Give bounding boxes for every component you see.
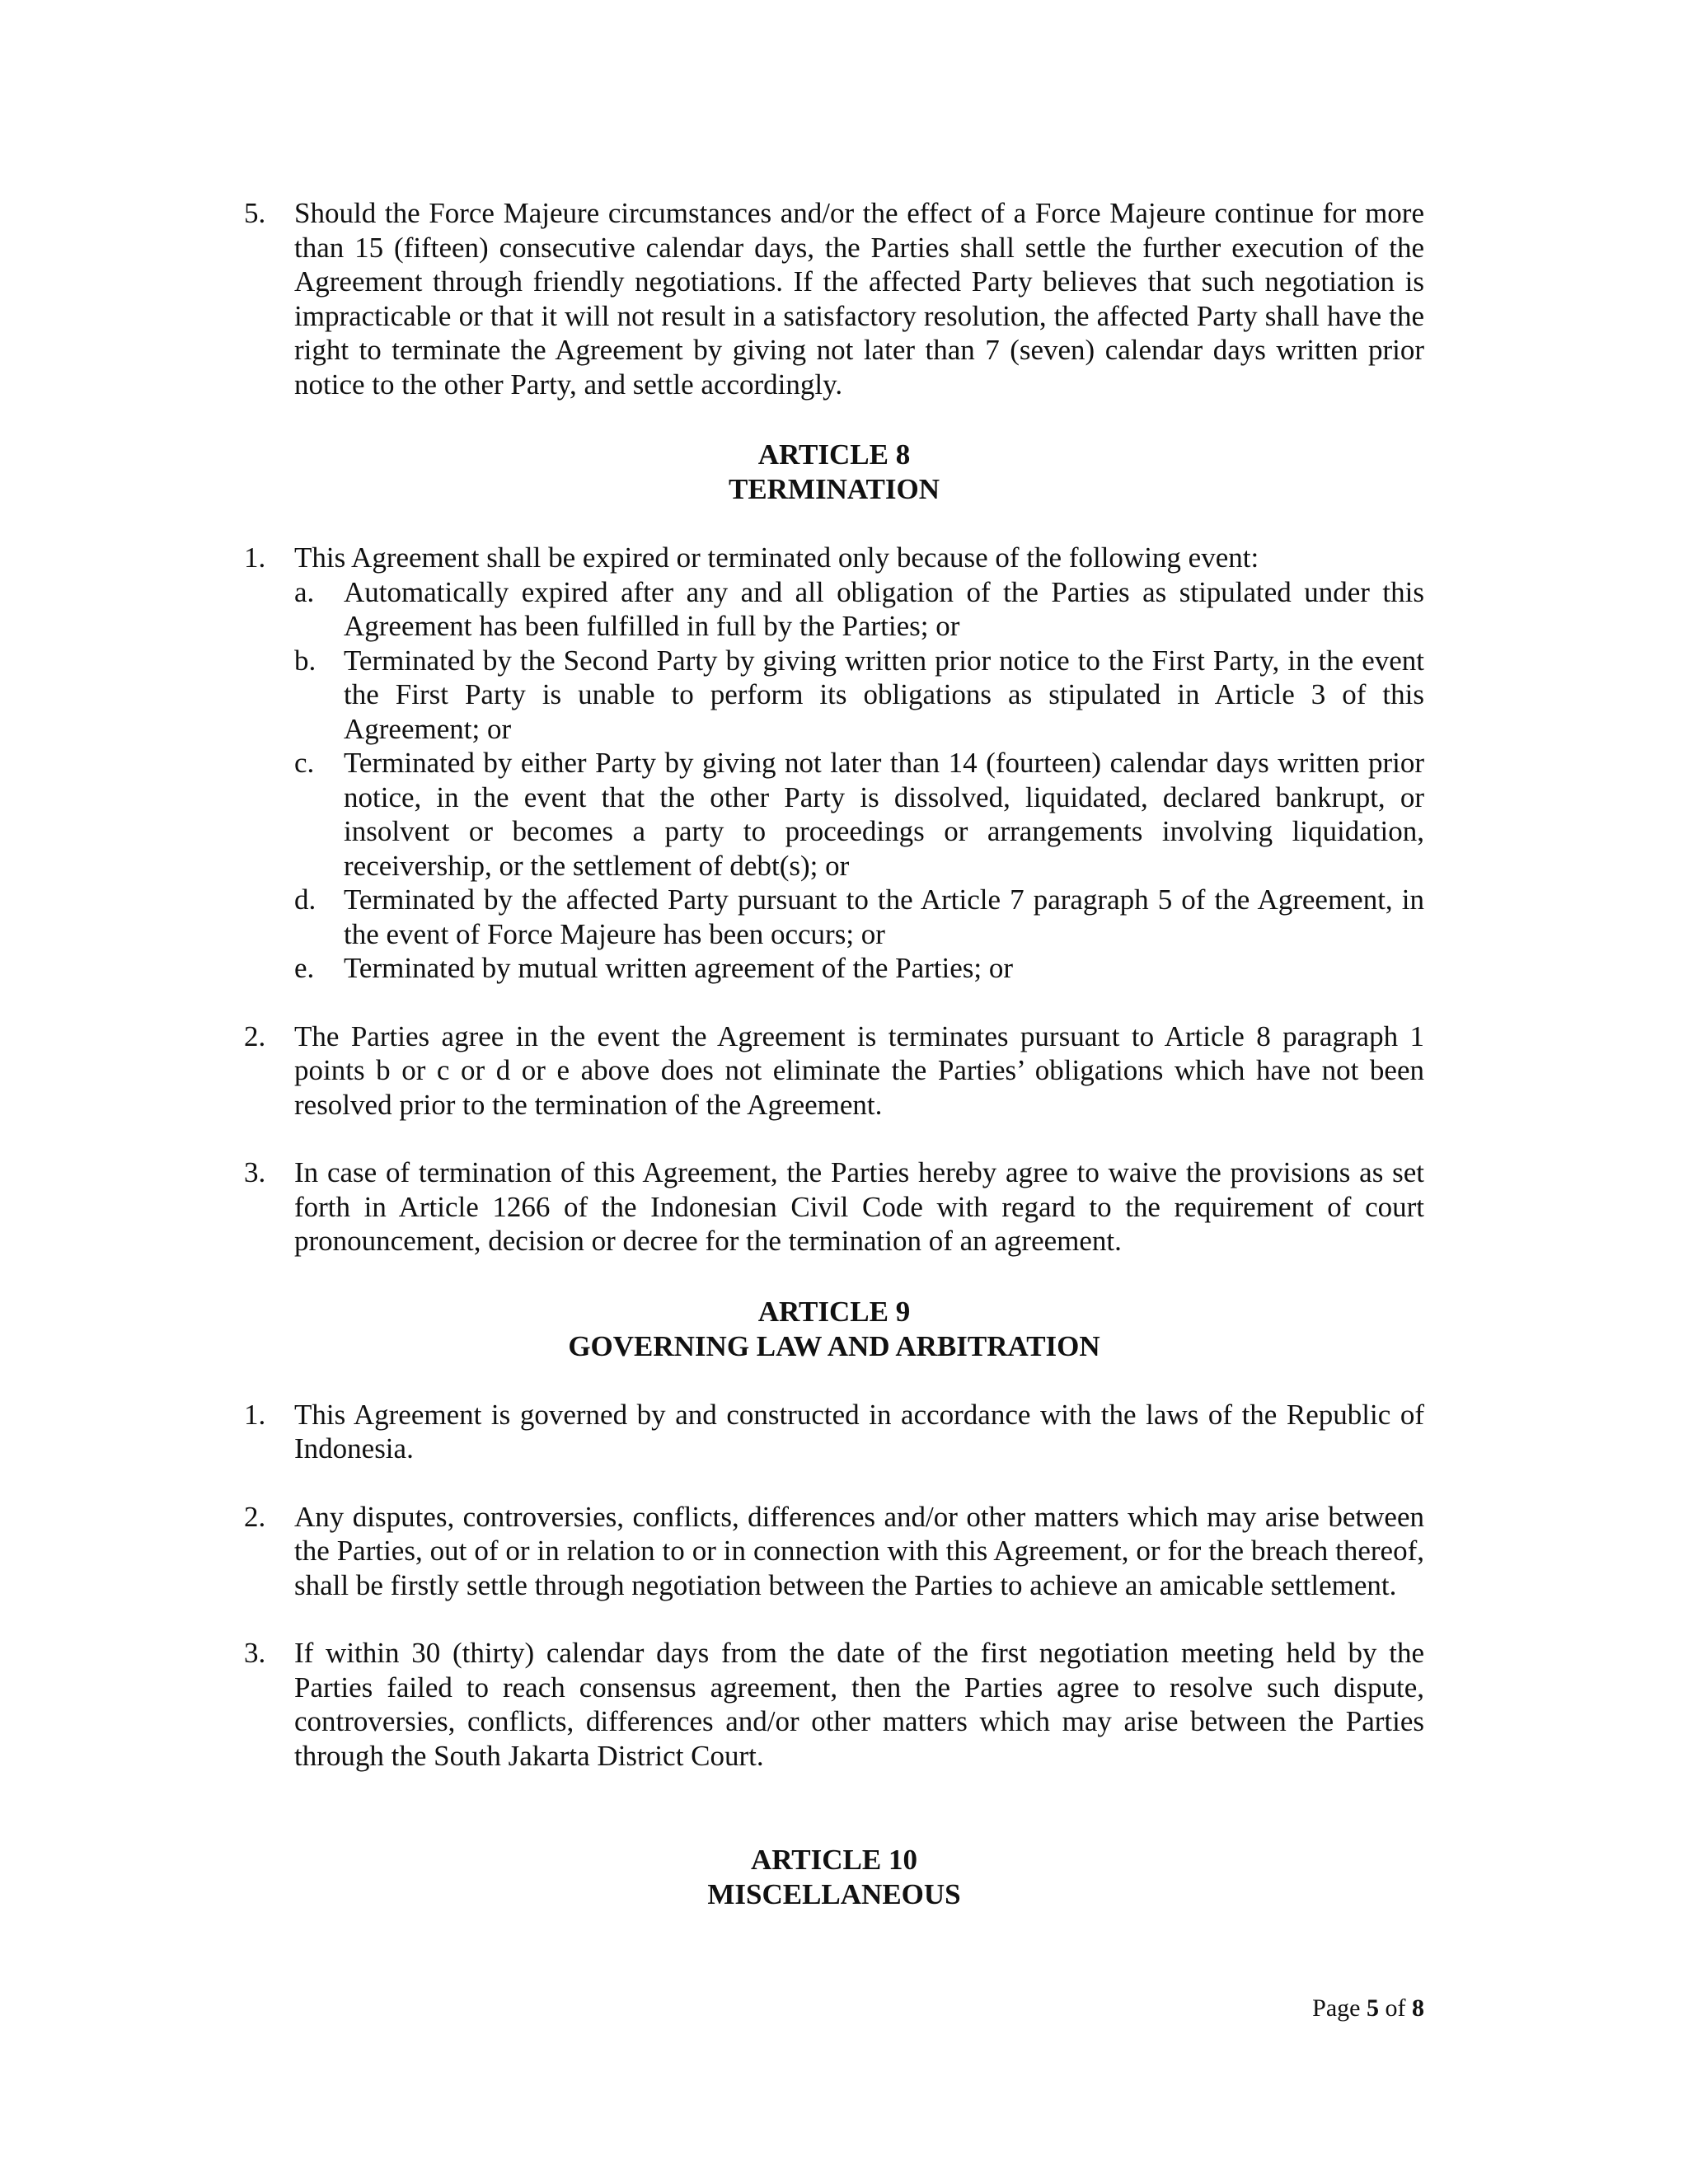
article-number: ARTICLE 8 [757, 438, 911, 471]
list-item [294, 746, 1424, 883]
item-letter: c. [294, 747, 315, 779]
item-letter: a. [294, 575, 315, 608]
article-8-heading [244, 438, 1424, 507]
article-9-clause-3 [244, 1636, 1424, 1773]
article-10-heading [244, 1843, 1424, 1912]
page-number-footer [1312, 1994, 1424, 2022]
clause-text: In case of termination of this Agreement, the Parties hereby agree to waive the provisions as set forth in Article 1266 of the Indonesian Civil Code with regard to the requirement of court pronouncement, decision or decree for the termination of an agreement. [294, 1156, 1424, 1257]
item-text: Terminated by mutual written agreement of the Parties; or [344, 952, 1014, 984]
item-text: Automatically expired after any and all obligation of the Parties as stipulated under this Agreement has been fulfilled in full by the Parties; or [344, 575, 1424, 642]
list-item [294, 644, 1424, 747]
article-number: ARTICLE 10 [750, 1844, 917, 1876]
article-8-clause-1 [244, 541, 1424, 986]
item-letter: e. [294, 952, 315, 984]
item-text: Terminated by either Party by giving not later than 14 (fourteen) calendar days written prior notice, in the event that the other Party is dissolved, liquidated, declared bankrupt, or insolvent or becomes a party to proceedings or arrangements involving liquidation, receivership, or the settlement of debt(s); or [344, 747, 1424, 882]
current-page-number: 5 [1367, 1994, 1379, 2022]
total-pages-number: 8 [1412, 1994, 1424, 2022]
article-8-clause-3 [244, 1155, 1424, 1258]
article-number: ARTICLE 9 [757, 1295, 911, 1328]
termination-events-list [294, 575, 1424, 986]
clause-text: This Agreement shall be expired or terminated only because of the following event: [294, 541, 1259, 574]
article-title: GOVERNING LAW AND ARBITRATION [568, 1329, 1100, 1362]
clause-number: 2. [244, 1019, 266, 1052]
list-item [294, 575, 1424, 644]
clause-text: Should the Force Majeure circumstances and/or the effect of a Force Majeure continue for more than 15 (fifteen) consecutive calendar days, the Parties shall settle the further execution of the Agreement through friendly negotiations. If the affected Party believes that such negotiation is impracticable or that it will not result in a satisfactory resolution, the affected Party shall have the right to terminate the Agreement by giving not later than 7 (seven) calendar days written prior notice to the other Party, and settle accordingly. [294, 197, 1424, 401]
item-text: Terminated by the affected Party pursuant to the Article 7 paragraph 5 of the Agreement, in the event of Force Majeure has been occurs; or [344, 883, 1424, 950]
article-8-clause-2 [244, 1019, 1424, 1122]
item-letter: b. [294, 644, 316, 677]
clause-number: 3. [244, 1156, 266, 1188]
document-body [244, 196, 1424, 1912]
clause-text: This Agreement is governed by and constructed in accordance with the laws of the Republic of Indonesia. [294, 1398, 1424, 1465]
article-title: MISCELLANEOUS [707, 1878, 961, 1910]
item-letter: d. [294, 883, 316, 916]
list-item [294, 883, 1424, 951]
clause-text: Any disputes, controversies, conflicts, differences and/or other matters which may arise between the Parties, out of or in relation to or in connection with this Agreement, or for the breach thereof, shall be firstly settle through negotiation between the Parties to achieve an amicable settlement. [294, 1500, 1424, 1601]
article-9-clause-1 [244, 1398, 1424, 1466]
article-9-clause-2 [244, 1500, 1424, 1603]
clause-text: If within 30 (thirty) calendar days from the date of the first negotiation meeting held by the Parties failed to reach consensus agreement, then the Parties agree to resolve such dispute, controversies, conflicts, differences and/or other matters which may arise between the Parties through the South Jakarta District Court. [294, 1637, 1424, 1772]
clause-number: 1. [244, 541, 266, 574]
clause-number: 3. [244, 1637, 266, 1669]
page-label: Page [1312, 1994, 1361, 2022]
clause-number: 5. [244, 197, 266, 229]
article-9-heading [244, 1295, 1424, 1364]
force-majeure-clause-5 [244, 196, 1424, 401]
item-text: Terminated by the Second Party by giving written prior notice to the First Party, in the event the First Party is unable to perform its obligations as stipulated in Article 3 of this Agreement; or [344, 644, 1424, 745]
of-label: of [1385, 1994, 1406, 2022]
clause-text: The Parties agree in the event the Agreement is terminates pursuant to Article 8 paragraph 1 points b or c or d or e above does not eliminate the Parties’ obligations which have not been resolved prior to the termination of the Agreement. [294, 1019, 1424, 1121]
clause-number: 1. [244, 1398, 266, 1431]
list-item [294, 951, 1424, 986]
article-title: TERMINATION [728, 473, 940, 505]
clause-number: 2. [244, 1500, 266, 1533]
